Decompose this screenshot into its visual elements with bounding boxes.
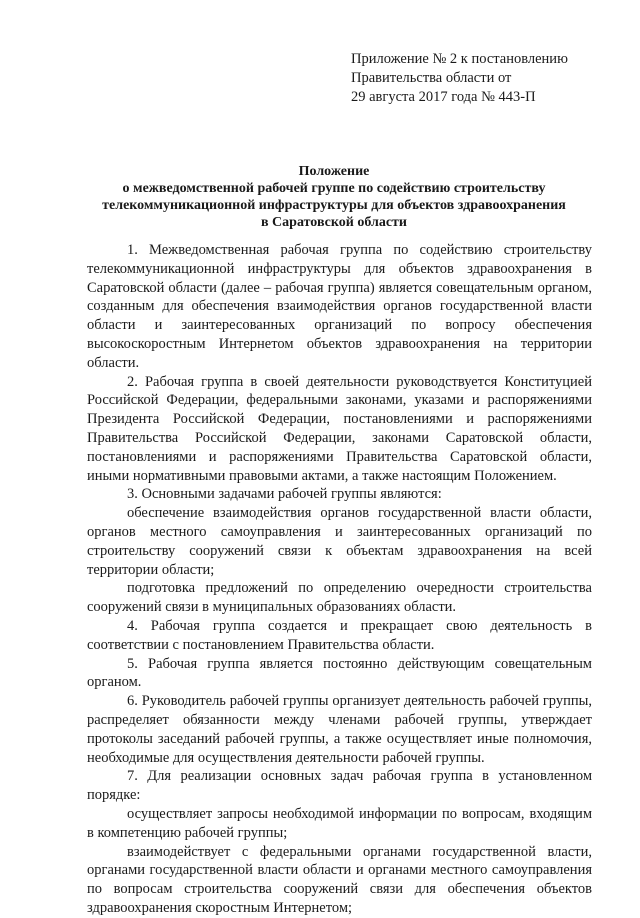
title-line: телекоммуникационной инфраструктуры для объектов здравоохранения [102,198,566,213]
document-title [82,163,586,231]
appendix-line: Правительства области от [351,70,512,86]
paragraph: обеспечение взаимодействия органов государственной власти области, органов местного самоуправления и заинтересованных организаций по строительству сооружений связи к объектам здравоохранения на всей территории области; [87,505,592,578]
paragraph: 1. Межведомственная рабочая группа по содействию строительству телекоммуникационной инфраструктуры для объектов здравоохранения в Саратовской области (далее – рабочая группа) является совещательным органом, созданным для обеспечения взаимодействия органов государственной власти области и заинтересованных организаций по вопросу обеспечения высокоскоростным Интернетом объектов здравоохранения на территории области. [87,242,592,371]
title-line: Положение [298,164,370,179]
document-body [87,241,592,918]
appendix-line: 29 августа 2017 года № 443-П [351,89,536,105]
paragraph: 3. Основными задачами рабочей группы являются: [127,486,442,503]
title-line: в Саратовской области [261,215,407,230]
paragraph: подготовка предложений по определению очередности строительства сооружений связи в муниципальных образованиях области. [87,580,592,616]
paragraph: осуществляет запросы необходимой информации по вопросам, входящим в компетенцию рабочей группы; [87,805,592,841]
appendix-line: Приложение № 2 к постановлению [351,51,568,67]
paragraph: 2. Рабочая группа в своей деятельности руководствуется Конституцией Российской Федерации, федеральными законами, указами и распоряжениями Президента Российской Федерации, постановлениями и распоряжениями Правительства Российской Федерации, законами Саратовской области, постановлениями и распоряжениями Правительства Саратовской области, иными нормативными правовыми актами, а также настоящим Положением. [87,373,592,484]
paragraph: 6. Руководитель рабочей группы организует деятельность рабочей группы, распределяет обязанности между членами рабочей группы, утверждает протоколы заседаний рабочей группы, а также осуществляет иные полномочия, необходимые для осуществления деятельности рабочей группы. [87,693,592,766]
title-line: о межведомственной рабочей группе по содействию строительству [122,181,546,196]
paragraph: 7. Для реализации основных задач рабочая группа в установленном порядке: [87,768,592,804]
appendix-header [351,50,568,107]
paragraph: 4. Рабочая группа создается и прекращает свою деятельность в соответствии с постановлением Правительства области. [87,617,592,653]
paragraph: взаимодействует с федеральными органами государственной власти, органами государственной власти области и органами местного самоуправления по вопросам строительства сооружений связи для обеспечения объектов здравоохранения скоростным Интернетом; [87,843,592,916]
paragraph: 5. Рабочая группа является постоянно действующим совещательным органом. [87,655,592,691]
